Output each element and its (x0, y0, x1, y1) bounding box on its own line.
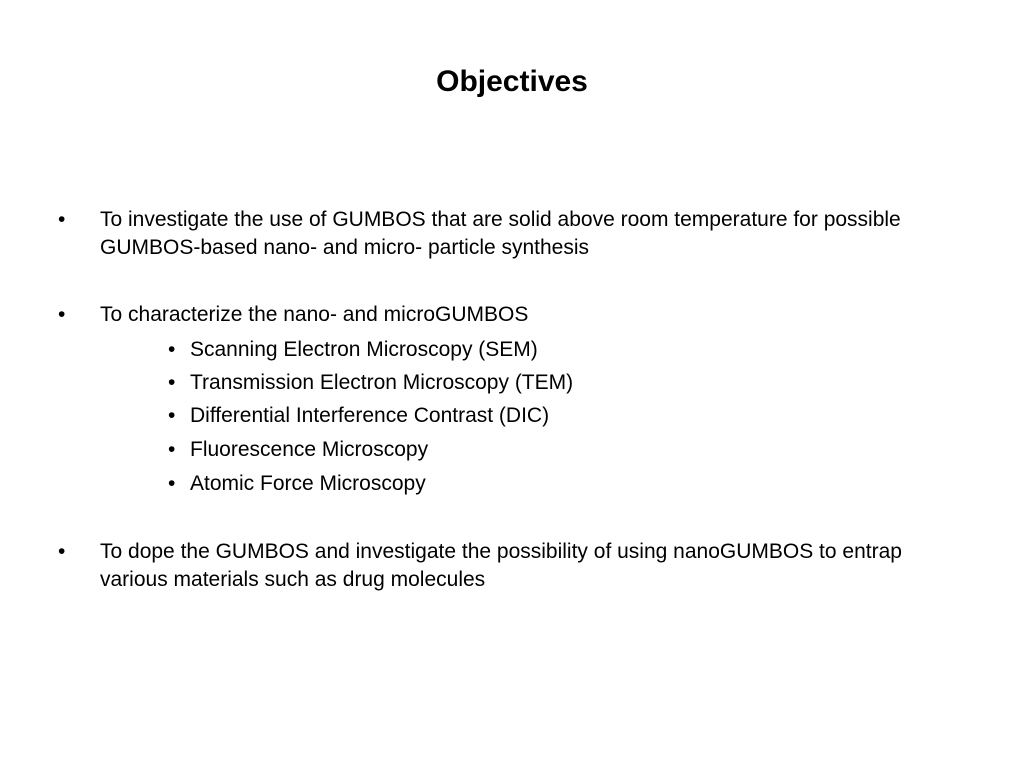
bullet-text: To investigate the use of GUMBOS that are solid above room temperature for possible GUMBOS-based nano- and micro- particle synthesis (100, 208, 901, 259)
sub-bullet-item (168, 335, 868, 365)
sub-bullet-marker: • (168, 338, 176, 361)
sub-bullet-marker: • (168, 472, 176, 495)
slide-title: Objectives (436, 65, 588, 98)
sub-bullet-text: Transmission Electron Microscopy (TEM) (190, 371, 574, 394)
sub-bullet-text: Scanning Electron Microscopy (SEM) (190, 338, 538, 361)
bullet-marker: • (58, 303, 66, 326)
bullet-marker: • (58, 208, 66, 231)
bullet-marker: • (58, 540, 66, 563)
sub-bullet-item (168, 469, 868, 499)
sub-bullet-item (168, 401, 868, 431)
sub-bullet-item (168, 435, 868, 465)
sub-bullet-text: Differential Interference Contrast (DIC) (190, 404, 550, 427)
sub-bullet-marker: • (168, 404, 176, 427)
sub-bullet-text: Fluorescence Microscopy (190, 438, 429, 461)
bullet-text: To characterize the nano- and microGUMBOS (100, 303, 529, 326)
sub-bullet-marker: • (168, 371, 176, 394)
sub-bullet-marker: • (168, 438, 176, 461)
bullet-text: To dope the GUMBOS and investigate the possibility of using nanoGUMBOS to entrap various materials such as drug molecules (100, 540, 902, 591)
sub-bullet-text: Atomic Force Microscopy (190, 472, 426, 495)
sub-bullet-item (168, 368, 868, 398)
